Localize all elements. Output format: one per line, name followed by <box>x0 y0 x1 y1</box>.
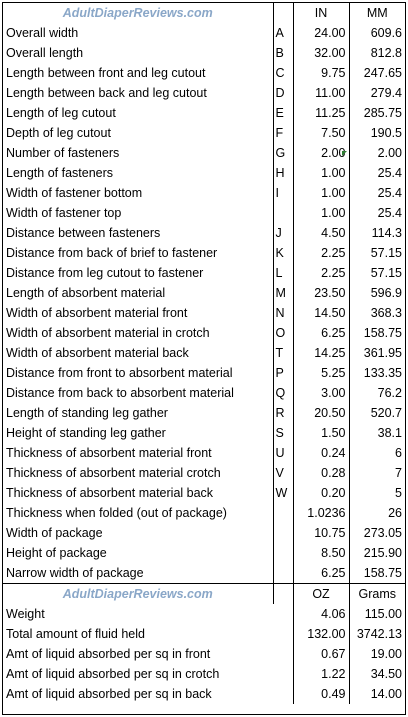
value-in: 8.50 <box>293 543 349 563</box>
measure-code: G <box>273 143 293 163</box>
value-in: 11.00 <box>293 83 349 103</box>
value-mm: 247.65 <box>349 63 405 83</box>
value-in: 9.75 <box>293 63 349 83</box>
value-in: 4.50 <box>293 223 349 243</box>
value-in: 11.25 <box>293 103 349 123</box>
site-watermark-2: AdultDiaperReviews.com <box>3 584 273 605</box>
measure-code: V <box>273 463 293 483</box>
value-in: 7.50 <box>293 123 349 143</box>
table-row <box>3 604 405 624</box>
value-mm: 6 <box>349 443 405 463</box>
table-row <box>3 243 405 263</box>
measure-label: Distance from leg cutout to fastener <box>6 266 204 280</box>
value-in: 20.50 <box>293 403 349 423</box>
value-in: 1.00 <box>293 163 349 183</box>
table-row <box>3 203 405 223</box>
measure-label: Width of absorbent material in crotch <box>6 326 210 340</box>
measure-label: Number of fasteners <box>6 146 120 160</box>
measure-code: P <box>273 363 293 383</box>
value-oz: 1.22 <box>293 664 349 684</box>
value-mm: 361.95 <box>349 343 405 363</box>
value-in: 10.75 <box>293 523 349 543</box>
measure-label: Thickness of absorbent material crotch <box>6 466 221 480</box>
measure-label: Width of absorbent material front <box>6 306 188 320</box>
table-row <box>3 563 405 584</box>
value-mm: 285.75 <box>349 103 405 123</box>
value-in: 2.25 <box>293 263 349 283</box>
table-row <box>3 383 405 403</box>
measure-label: Length between back and leg cutout <box>6 86 207 100</box>
table-row <box>3 283 405 303</box>
value-grams: 34.50 <box>349 664 405 684</box>
table-row <box>3 183 405 203</box>
cell-comment-marker <box>342 151 347 156</box>
value-mm: 26 <box>349 503 405 523</box>
value-in: 2.25 <box>293 243 349 263</box>
value-mm: 368.3 <box>349 303 405 323</box>
value-mm: 25.4 <box>349 163 405 183</box>
value-in: 23.50 <box>293 283 349 303</box>
value-grams: 14.00 <box>349 684 405 704</box>
table-row <box>3 503 405 523</box>
measure-code: M <box>273 283 293 303</box>
measure-code: W <box>273 483 293 503</box>
value-in: 6.25 <box>293 323 349 343</box>
measure-label: Thickness when folded (out of package) <box>6 506 227 520</box>
table-row <box>3 103 405 123</box>
value-in: 14.25 <box>293 343 349 363</box>
measure-code: C <box>273 63 293 83</box>
value-in: 24.00 <box>293 23 349 43</box>
measure-label: Length of leg cutout <box>6 106 116 120</box>
value-mm: 25.4 <box>349 183 405 203</box>
measure-code: F <box>273 123 293 143</box>
measure-code <box>273 503 293 523</box>
value-grams: 19.00 <box>349 644 405 664</box>
measure-code: B <box>273 43 293 63</box>
table-row <box>3 664 405 684</box>
measure-label: Distance from front to absorbent material <box>6 366 233 380</box>
value-mm: 38.1 <box>349 423 405 443</box>
table-row <box>3 543 405 563</box>
measure-label: Overall width <box>6 26 79 40</box>
value-oz: 0.49 <box>293 684 349 704</box>
measure-code <box>273 203 293 223</box>
weight-label: Amt of liquid absorbed per sq in crotch <box>6 667 220 681</box>
table-row <box>3 403 405 423</box>
measure-code: H <box>273 163 293 183</box>
spec-sheet <box>2 2 406 715</box>
measure-label: Thickness of absorbent material front <box>6 446 212 460</box>
measure-label: Distance from back of brief to fastener <box>6 246 218 260</box>
value-in: 14.50 <box>293 303 349 323</box>
measure-code <box>273 563 293 584</box>
value-mm: 5 <box>349 483 405 503</box>
value-oz: 4.06 <box>293 604 349 624</box>
value-mm: 57.15 <box>349 243 405 263</box>
value-in: 0.24 <box>293 443 349 463</box>
value-oz: 0.67 <box>293 644 349 664</box>
table-row <box>3 644 405 664</box>
value-mm: 273.05 <box>349 523 405 543</box>
value-in: 1.0236 <box>293 503 349 523</box>
table-row <box>3 463 405 483</box>
measure-label: Distance between fasteners <box>6 226 161 240</box>
measure-code: L <box>273 263 293 283</box>
weight-label: Amt of liquid absorbed per sq in back <box>6 687 212 701</box>
value-mm: 133.35 <box>349 363 405 383</box>
measure-label: Length between front and leg cutout <box>6 66 206 80</box>
value-in: 5.25 <box>293 363 349 383</box>
measure-label: Depth of leg cutout <box>6 126 111 140</box>
value-mm: 279.4 <box>349 83 405 103</box>
measure-code: J <box>273 223 293 243</box>
value-in: 0.20 <box>293 483 349 503</box>
measure-label: Distance from back to absorbent material <box>6 386 234 400</box>
measure-code: D <box>273 83 293 103</box>
measure-code: T <box>273 343 293 363</box>
value-grams: 3742.13 <box>349 624 405 644</box>
measure-label: Length of standing leg gather <box>6 406 168 420</box>
measure-code: N <box>273 303 293 323</box>
weight-label: Total amount of fluid held <box>6 627 145 641</box>
table-row <box>3 363 405 383</box>
measure-code: U <box>273 443 293 463</box>
table-row <box>3 83 405 103</box>
value-in: 3.00 <box>293 383 349 403</box>
table-row <box>3 23 405 43</box>
table-row <box>3 483 405 503</box>
table-row <box>3 443 405 463</box>
table-row <box>3 263 405 283</box>
value-in: 32.00 <box>293 43 349 63</box>
value-oz: 132.00 <box>293 624 349 644</box>
value-in: 1.00 <box>293 203 349 223</box>
measure-code: A <box>273 23 293 43</box>
measure-code: E <box>273 103 293 123</box>
value-mm: 158.75 <box>349 563 405 584</box>
measure-code <box>273 523 293 543</box>
table-row <box>3 624 405 644</box>
measure-label: Width of absorbent material back <box>6 346 189 360</box>
oz-column-header: OZ <box>293 584 349 605</box>
measure-label: Width of fastener bottom <box>6 186 143 200</box>
value-mm: 114.3 <box>349 223 405 243</box>
measure-code: R <box>273 403 293 423</box>
measure-code: S <box>273 423 293 443</box>
grams-column-header: Grams <box>349 584 405 605</box>
table-row <box>3 63 405 83</box>
table-row <box>3 523 405 543</box>
measure-label: Width of package <box>6 526 103 540</box>
table-row <box>3 323 405 343</box>
measure-code: I <box>273 183 293 203</box>
measure-label: Narrow width of package <box>6 566 144 580</box>
measure-label: Height of standing leg gather <box>6 426 166 440</box>
table-row <box>3 223 405 243</box>
table-row <box>3 123 405 143</box>
value-mm: 215.90 <box>349 543 405 563</box>
measure-label: Length of fasteners <box>6 166 114 180</box>
table-row <box>3 343 405 363</box>
measure-label: Length of absorbent material <box>6 286 166 300</box>
value-mm: 7 <box>349 463 405 483</box>
measure-label: Overall length <box>6 46 84 60</box>
mm-column-header: MM <box>349 3 405 23</box>
code-header-2 <box>273 584 293 605</box>
measure-code: K <box>273 243 293 263</box>
code-header <box>273 3 293 23</box>
measure-code: Q <box>273 383 293 403</box>
value-grams: 115.00 <box>349 604 405 624</box>
value-mm: 609.6 <box>349 23 405 43</box>
value-mm: 2.00 <box>349 143 405 163</box>
measure-label: Width of fastener top <box>6 206 122 220</box>
spec-table-body <box>3 3 405 704</box>
value-in: 0.28 <box>293 463 349 483</box>
table-row <box>3 43 405 63</box>
table-row <box>3 163 405 183</box>
value-in: 6.25 <box>293 563 349 584</box>
weight-label: Weight <box>6 607 45 621</box>
measure-code: O <box>273 323 293 343</box>
table-row <box>3 303 405 323</box>
measure-code <box>273 543 293 563</box>
spec-table <box>3 3 405 704</box>
measure-label: Thickness of absorbent material back <box>6 486 214 500</box>
value-in: 1.00 <box>293 183 349 203</box>
value-mm: 596.9 <box>349 283 405 303</box>
measure-label: Height of package <box>6 546 107 560</box>
weight-header-row <box>3 584 405 605</box>
value-mm: 57.15 <box>349 263 405 283</box>
value-mm: 812.8 <box>349 43 405 63</box>
table-row <box>3 684 405 704</box>
header-row <box>3 3 405 23</box>
table-row <box>3 423 405 443</box>
value-mm: 520.7 <box>349 403 405 423</box>
value-mm: 190.5 <box>349 123 405 143</box>
value-mm: 76.2 <box>349 383 405 403</box>
site-watermark: AdultDiaperReviews.com <box>62 6 213 20</box>
value-mm: 158.75 <box>349 323 405 343</box>
in-column-header: IN <box>293 3 349 23</box>
weight-label: Amt of liquid absorbed per sq in front <box>6 647 211 661</box>
value-mm: 25.4 <box>349 203 405 223</box>
value-in: 1.50 <box>293 423 349 443</box>
value-in: 2.00 <box>293 143 349 163</box>
